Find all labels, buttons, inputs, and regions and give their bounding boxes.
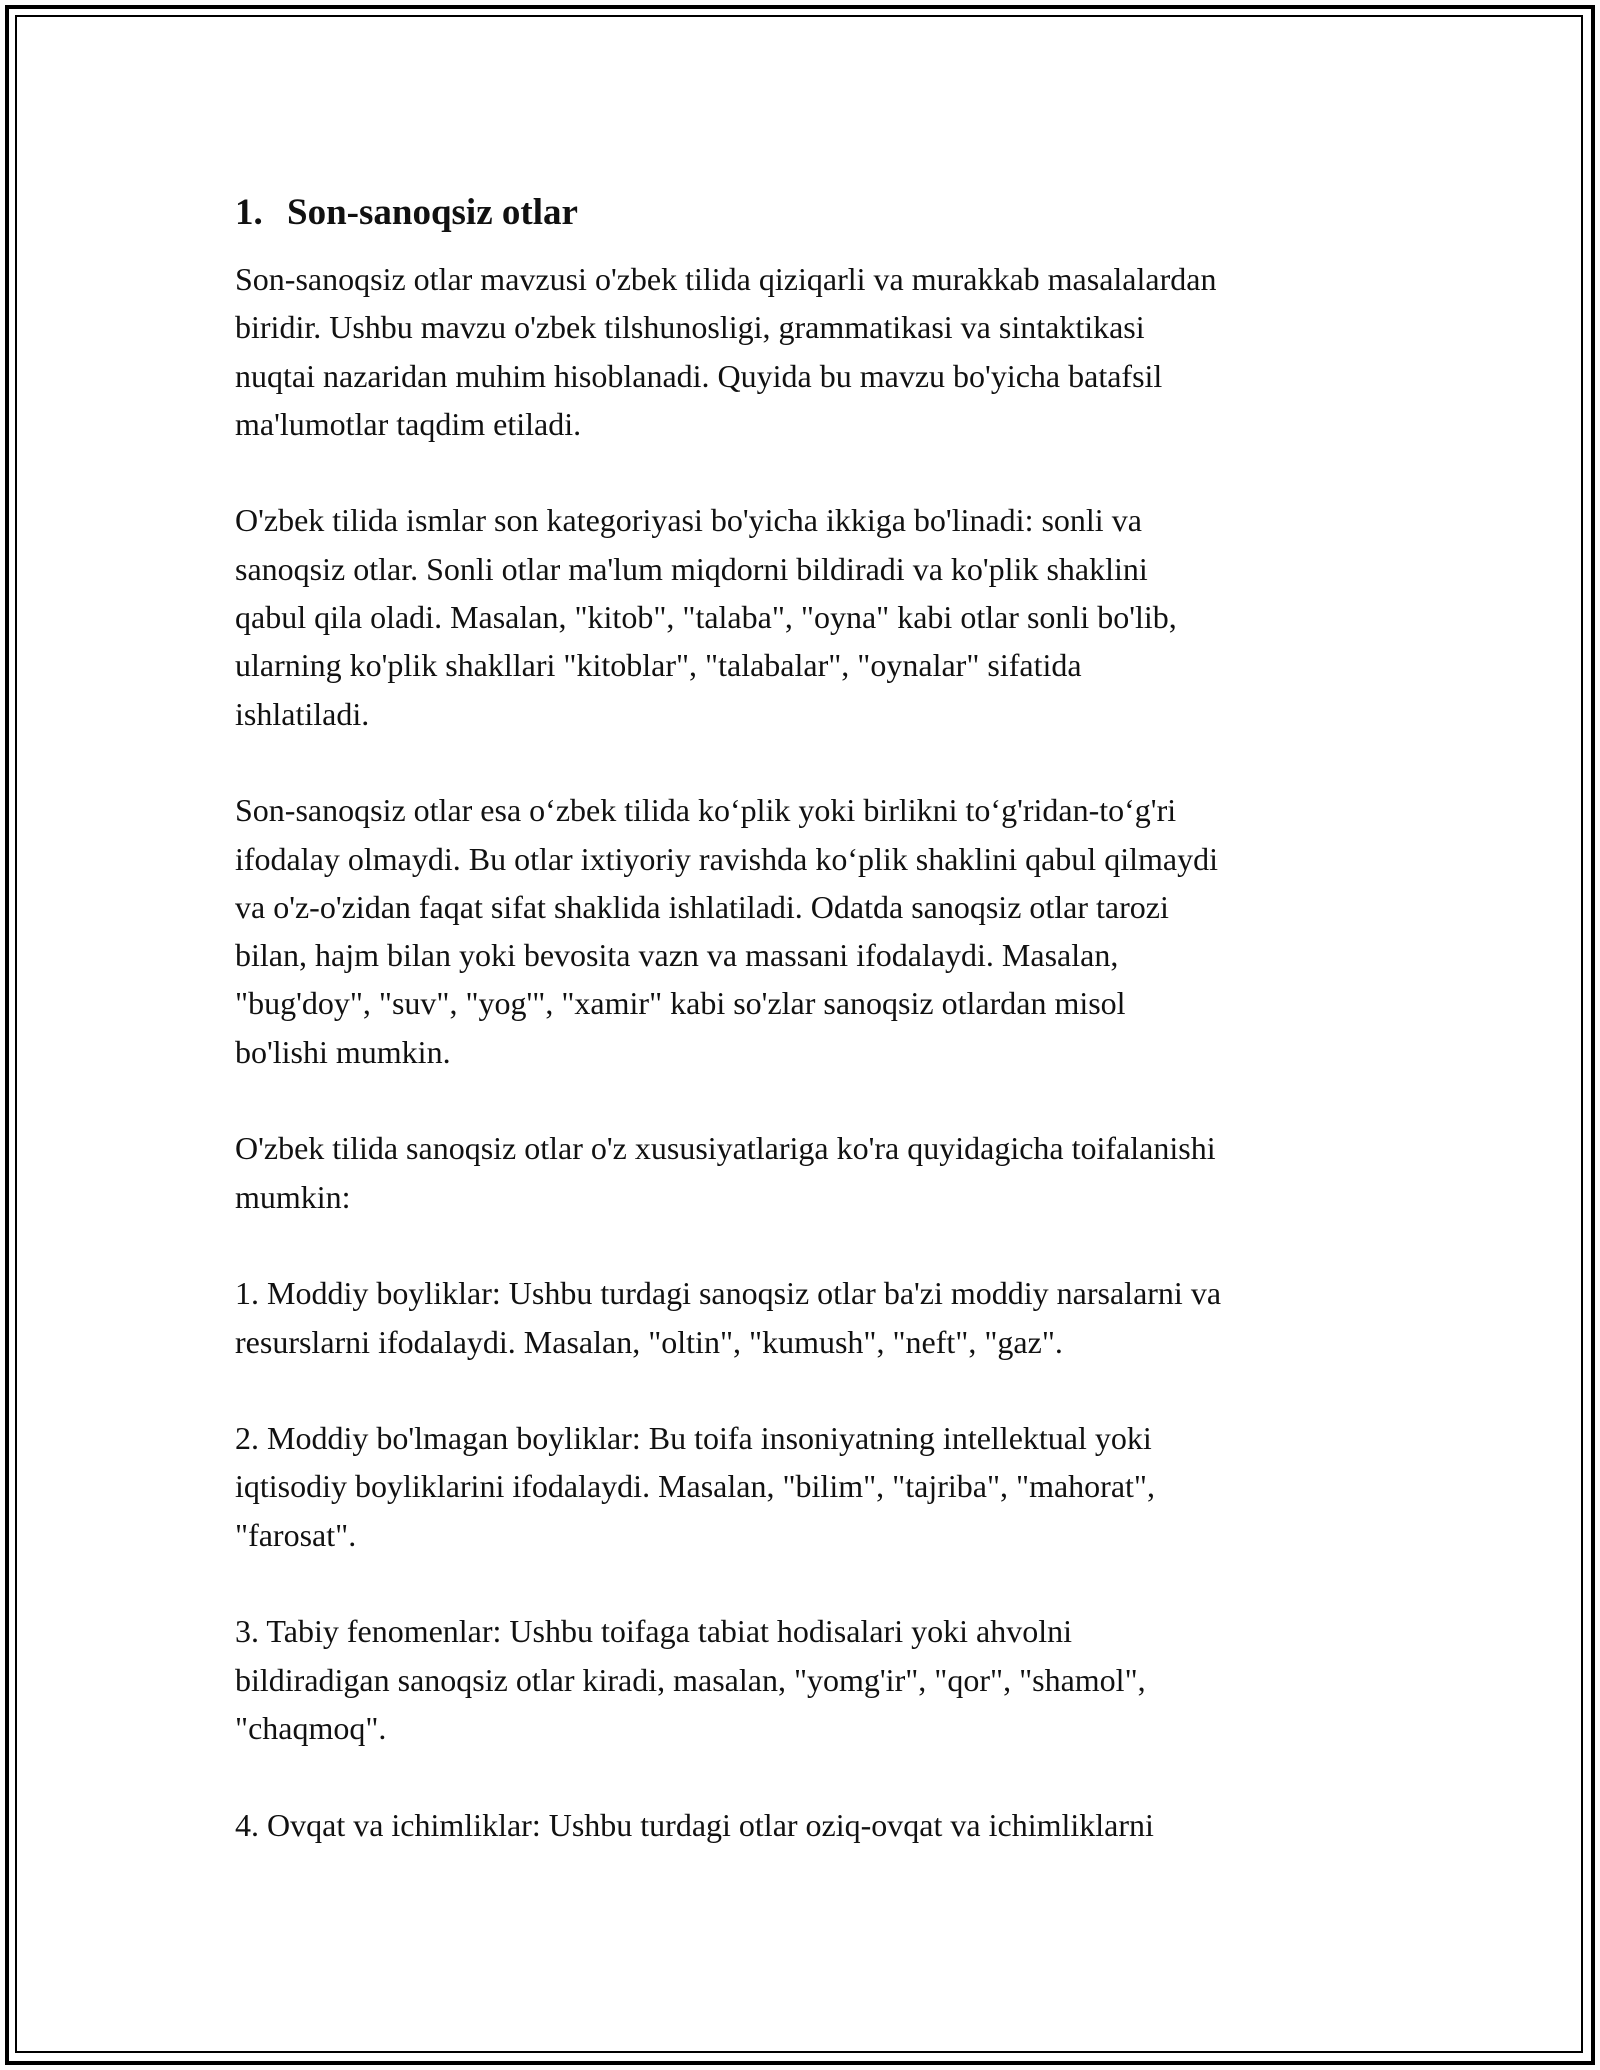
section-heading [235,185,1375,241]
text-line: ifodalay olmaydi. Bu otlar ixtiyoriy ravishda ko‘plik shaklini qabul qilmaydi [235,840,1218,877]
text-line: Son-sanoqsiz otlar mavzusi o'zbek tilida qiziqarli va murakkab masalalardan [235,261,1217,297]
text-line: ishlatiladi. [235,695,370,732]
paragraph-countable-nouns [235,496,1375,737]
text-line: "bug'doy", "suv", "yog'", "xamir" kabi so'zlar sanoqsiz otlardan misol [235,985,1126,1022]
section-title: Son-sanoqsiz otlar [287,192,578,233]
paragraph-categories-intro [235,1124,1375,1221]
paragraph-uncountable-nouns [235,786,1375,1076]
text-line: Son-sanoqsiz otlar esa o‘zbek tilida ko‘plik yoki birlikni to‘g'ridan-to‘g'ri [235,792,1177,829]
text-line: ma'lumotlar taqdim etiladi. [235,405,582,442]
list-item-food-and-drinks [235,1801,1375,1849]
document-body [235,185,1375,1897]
text-line: "chaqmoq". [235,1709,387,1746]
text-line: ularning ko'plik shakllari "kitoblar", "talabalar", "oynalar" sifatida [235,647,1082,684]
text-line: sanoqsiz otlar. Sonli otlar ma'lum miqdorni bildiradi va ko'plik shaklini [235,550,1148,587]
text-line: mumkin: [235,1178,351,1215]
text-line: iqtisodiy boyliklarini ifodalaydi. Masalan, "bilim", "tajriba", "mahorat", [235,1468,1155,1505]
text-line: qabul qila oladi. Masalan, "kitob", "talaba", "oyna" kabi otlar sonli bo'lib, [235,599,1177,636]
text-line: 1. Moddiy boyliklar: Ushbu turdagi sanoqsiz otlar ba'zi moddiy narsalarni va [235,1275,1222,1312]
text-line: bo'lishi mumkin. [235,1033,451,1070]
text-line: nuqtai nazaridan muhim hisoblanadi. Quyida bu mavzu bo'yicha batafsil [235,357,1163,394]
list-item-material-wealth [235,1269,1375,1366]
list-item-non-material-wealth [235,1414,1375,1559]
text-line: bildiradigan sanoqsiz otlar kiradi, masalan, "yomg'ir", "qor", "shamol", [235,1661,1146,1698]
paragraph-intro [235,255,1375,448]
text-line: 4. Ovqat va ichimliklar: Ushbu turdagi otlar oziq-ovqat va ichimliklarni [235,1806,1154,1843]
text-line: O'zbek tilida sanoqsiz otlar o'z xususiyatlariga ko'ra quyidagicha toifalanishi [235,1130,1216,1167]
text-line: "farosat". [235,1516,357,1553]
section-number: 1. [235,192,263,233]
text-line: bilan, hajm bilan yoki bevosita vazn va massani ifodalaydi. Masalan, [235,937,1119,974]
text-line: 3. Tabiy fenomenlar: Ushbu toifaga tabiat hodisalari yoki ahvolni [235,1613,1072,1650]
list-item-natural-phenomena [235,1607,1375,1752]
text-line: O'zbek tilida ismlar son kategoriyasi bo'yicha ikkiga bo'linadi: sonli va [235,502,1142,539]
text-line: biridir. Ushbu mavzu o'zbek tilshunosligi, grammatikasi va sintaktikasi [235,309,1145,346]
text-line: resurslarni ifodalaydi. Masalan, "oltin", "kumush", "neft", "gaz". [235,1323,1063,1360]
text-line: 2. Moddiy bo'lmagan boyliklar: Bu toifa insoniyatning intellektual yoki [235,1420,1152,1457]
text-line: va o'z-o'zidan faqat sifat shaklida ishlatiladi. Odatda sanoqsiz otlar tarozi [235,888,1169,925]
